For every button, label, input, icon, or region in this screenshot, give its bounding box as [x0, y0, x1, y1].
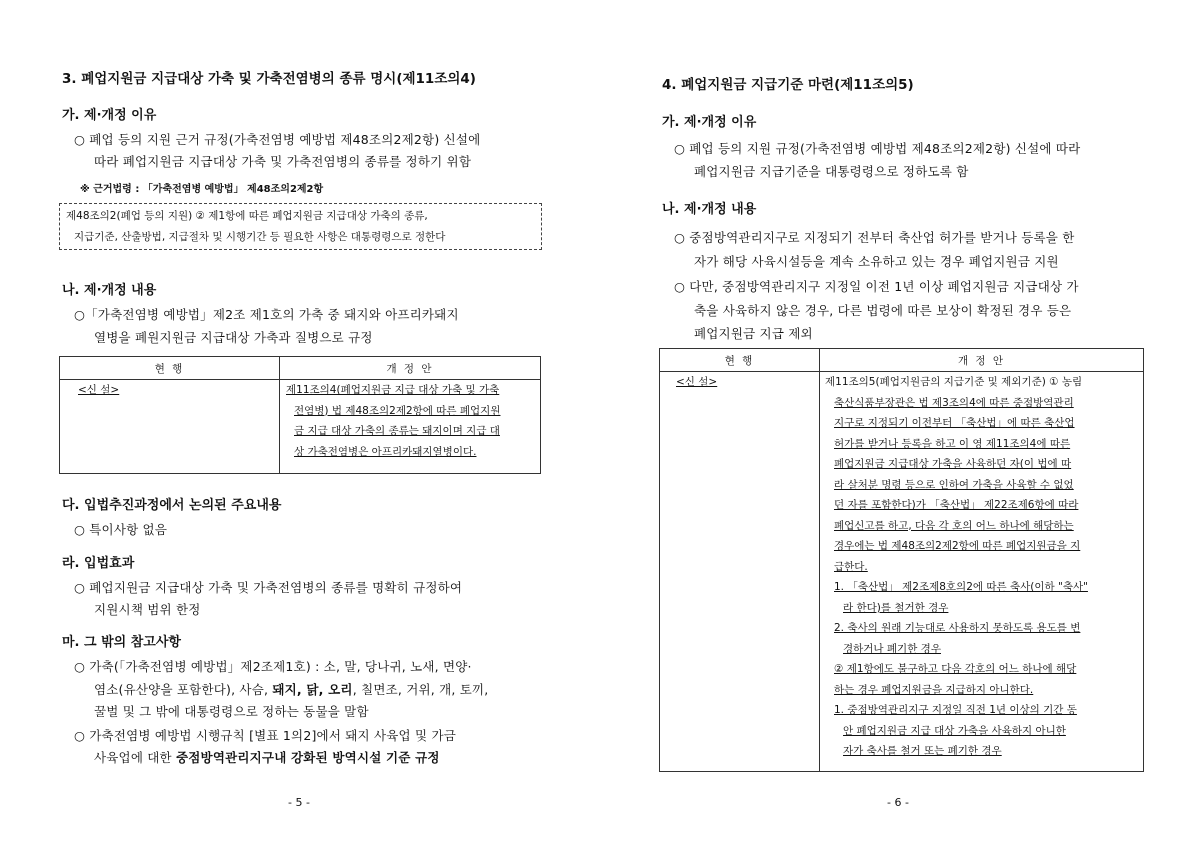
revised-line: 라 살처분 명령 등으로 인하여 가축을 사육할 수 없었: [834, 478, 1074, 491]
na-bullet1-line2: 자가 해당 사육시설등을 계속 소유하고 있는 경우 폐업지원금 지원: [694, 254, 1059, 269]
bold-livestock: 돼지, 닭, 오리: [272, 682, 353, 697]
current-new-label: <신 설>: [78, 384, 120, 396]
revised-line: 지구로 지정되기 이전부터 「축산법」에 따른 축산업: [834, 417, 1075, 429]
comparison-table-11-5: [659, 348, 1144, 772]
revised-line: 급한다.: [834, 560, 868, 573]
revised-line: 라 한다)를 철거한 경우: [843, 601, 949, 614]
ra-bullet-line2: 지원시책 범위 한정: [94, 602, 201, 617]
legal-basis-note: ※ 근거법령 : 「가축전염병 예방법」 제48조의2제2항: [80, 184, 324, 195]
heading-ga: 가. 제·개정 이유: [662, 115, 757, 130]
heading-ga: 가. 제·개정 이유: [62, 108, 157, 123]
revised-line: 폐업신고를 하고, 다음 각 호의 어느 하나에 해당하는: [834, 519, 1074, 532]
ga-bullet-line2: 따라 폐업지원금 지급대상 가축 및 가축전염병의 종류를 정하기 위함: [94, 154, 472, 169]
section-title-3: 3. 폐업지원금 지급대상 가축 및 가축전염병의 종류 명시(제11조의4): [62, 71, 476, 87]
heading-na: 나. 제·개정 내용: [662, 202, 757, 217]
current-cell: [60, 380, 280, 474]
ga-bullet-line1: ○ 폐업 등의 지원 규정(가축전염병 예방법 제48조의2제2항) 신설에 따라: [674, 141, 1081, 156]
ra-bullet-line1: ○ 폐업지원금 지급대상 가축 및 가축전염병의 종류를 명확히 규정하여: [74, 580, 463, 595]
revised-line: 1. 중점방역관리지구 지정일 직전 1년 이상의 기간 동: [834, 704, 1077, 716]
da-bullet: ○ 특이사항 없음: [74, 522, 168, 537]
heading-ma: 마. 그 밖의 참고사항: [62, 635, 181, 650]
revised-cell: [280, 380, 541, 474]
heading-ra: 라. 입법효과: [62, 556, 135, 571]
ma-bullet1-line2: 염소(유산양을 포함한다), 사슴, 돼지, 닭, 오리, 칠면조, 거위, 개, 토끼,: [94, 682, 489, 697]
revised-line: 금 지급 대상 가축의 종류는 돼지이며 지급 대: [294, 425, 500, 437]
na-bullet-line1: ○「가축전염병 예방법」제2조 제1호의 가축 중 돼지와 아프리카돼지: [74, 307, 459, 322]
current-cell: [660, 372, 820, 772]
revised-line: 폐업지원금 지급대상 가축을 사육하던 자(이 법에 따: [834, 458, 1072, 470]
revised-line: 하는 경우 폐업지원금을 지급하지 아니한다.: [834, 683, 1034, 696]
comparison-table-11-4: [59, 356, 541, 474]
header-revised: 개 정 안: [280, 357, 541, 380]
revised-line: 제11조의4(폐업지원금 지급 대상 가축 및 가축: [286, 384, 500, 396]
current-new-label: <신 설>: [676, 376, 718, 388]
revised-line: ② 제1항에도 불구하고 다음 각호의 어느 하나에 해당: [834, 663, 1077, 675]
page-number: - 5 -: [288, 796, 310, 809]
header-current: 현 행: [660, 349, 820, 372]
section-title-4: 4. 폐업지원금 지급기준 마련(제11조의5): [662, 77, 914, 93]
na-bullet2-line3: 폐업지원금 지급 제외: [694, 326, 813, 341]
header-revised: 개 정 안: [820, 349, 1144, 372]
revised-line: 안 폐업지원금 지급 대상 가축을 사육하지 아니한: [843, 724, 1066, 737]
heading-da: 다. 입법추진과정에서 논의된 주요내용: [62, 498, 282, 513]
ma-bullet2-line2: 사육업에 대한 중점방역관리지구내 강화된 방역시설 기준 규정: [94, 750, 440, 765]
page-6: [600, 0, 1200, 848]
ga-bullet-line1: ○ 폐업 등의 지원 근거 규정(가축전염병 예방법 제48조의2제2항) 신설에: [74, 132, 481, 147]
legal-text-box: [59, 203, 542, 250]
bold-facility-standard: 중점방역관리지구내 강화된 방역시설 기준 규정: [176, 750, 440, 765]
revised-line: 상 가축전염병은 아프리카돼지열병이다.: [294, 445, 477, 458]
header-current: 현 행: [60, 357, 280, 380]
page-number: - 6 -: [887, 796, 909, 809]
na-bullet2-line2: 축을 사육하지 않은 경우, 다른 법령에 따른 보상이 확정된 경우 등은: [694, 303, 1072, 318]
revised-line: 축산식품부장관은 법 제3조의4에 따른 중점방역관리: [834, 396, 1074, 409]
revised-line: 제11조의5(폐업지원금의 지급기준 및 제외기준) ① 농림: [825, 376, 1083, 388]
revised-line: 2. 축사의 원래 기능대로 사용하지 못하도록 용도를 변: [834, 622, 1081, 634]
revised-cell: [820, 372, 1144, 772]
revised-line: 전염병) 법 제48조의2제2항에 따른 폐업지원: [294, 404, 501, 417]
legal-text-line2: 지급기준, 산출방법, 지급절차 및 시행기간 등 필요한 사항은 대통령령으로 정한다: [74, 231, 446, 243]
ma-bullet1-line1: ○ 가축(「가축전염병 예방법」제2조제1호) : 소, 말, 당나귀, 노새, 면양·: [74, 659, 472, 674]
na-bullet2-line1: ○ 다만, 중점방역관리지구 지정일 이전 1년 이상 폐업지원금 지급대상 가: [674, 279, 1079, 294]
revised-line: 허가를 받거나 등록을 하고 이 영 제11조의4에 따른: [834, 437, 1071, 450]
revised-line: 던 자를 포함한다)가 「축산법」 제22조제6항에 따라: [834, 499, 1079, 511]
revised-line: 1. 「축산법」 제2조제8호의2에 따른 축사(이하 "축사": [834, 581, 1088, 593]
heading-na: 나. 제·개정 내용: [62, 283, 157, 298]
legal-text-line1: 제48조의2(폐업 등의 지원) ② 제1항에 따른 폐업지원금 지급대상 가축의 종류,: [66, 210, 428, 222]
ma-bullet2-line1: ○ 가축전염병 예방법 시행규칙 [별표 1의2]에서 돼지 사육업 및 가금: [74, 728, 457, 743]
na-bullet1-line1: ○ 중점방역관리지구로 지정되기 전부터 축산업 허가를 받거나 등록을 한: [674, 230, 1075, 245]
revised-line: 경우에는 법 제48조의2제2항에 따른 폐업지원금을 지: [834, 540, 1081, 552]
revised-line: 자가 축사를 철거 또는 폐기한 경우: [843, 745, 1002, 757]
revised-line: 경하거나 폐기한 경우: [843, 642, 941, 655]
ma-bullet1-line3: 꿀벌 및 그 밖에 대통령령으로 정하는 동물을 말함: [94, 704, 369, 719]
ga-bullet-line2: 폐업지원금 지급기준을 대통령령으로 정하도록 함: [694, 164, 969, 179]
na-bullet-line2: 열병을 폐원지원금 지급대상 가축과 질병으로 규정: [94, 330, 373, 345]
